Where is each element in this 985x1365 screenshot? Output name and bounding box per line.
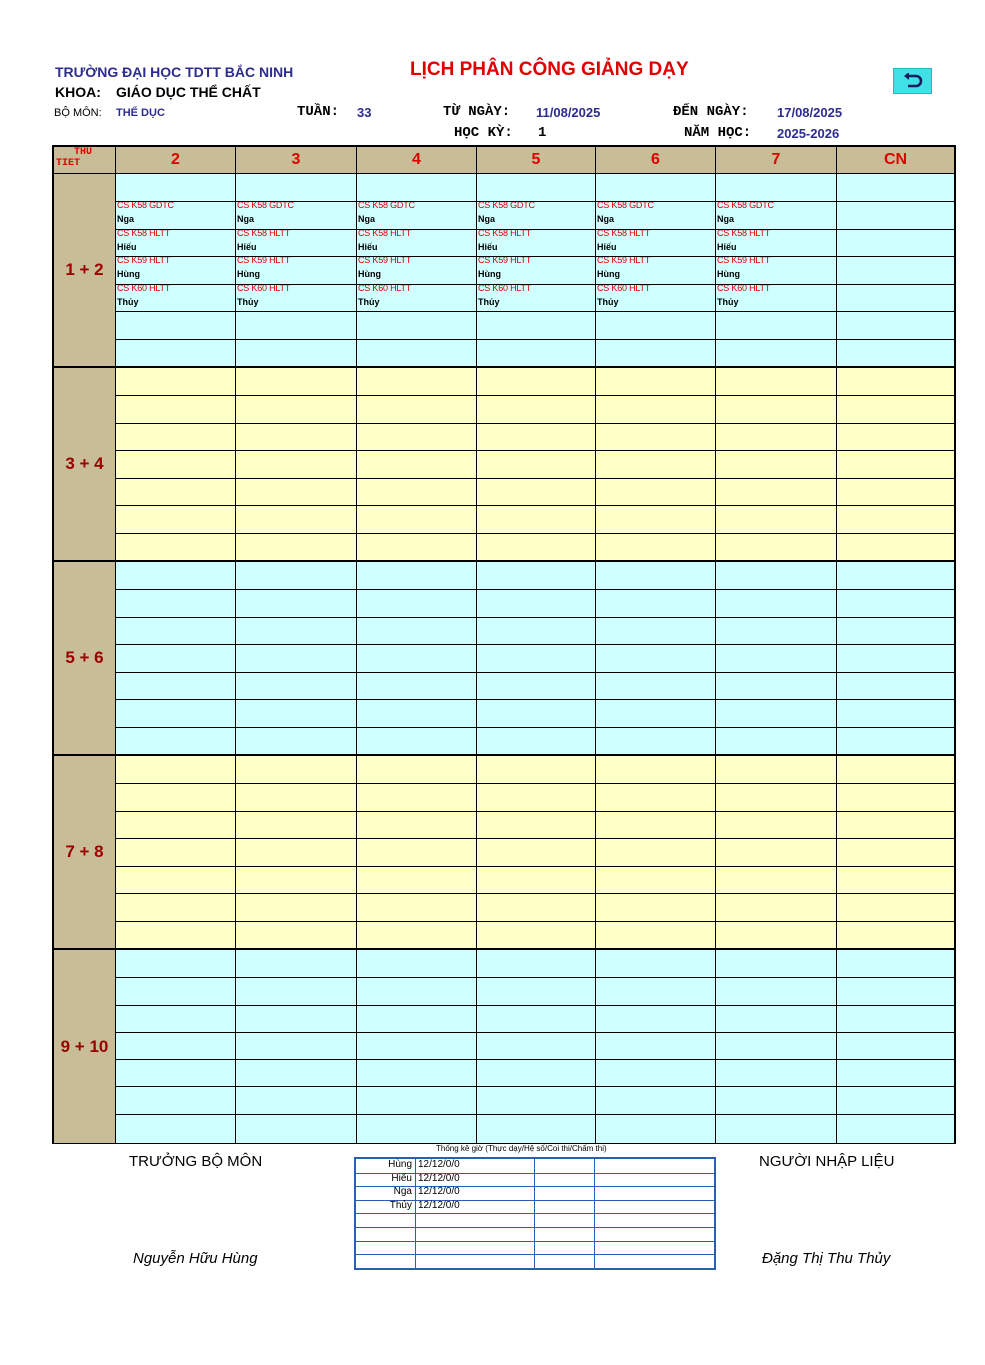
schedule-entry[interactable] — [596, 257, 715, 285]
class-code: CS K60 HLTT — [478, 285, 532, 293]
teacher-name: Thủy — [117, 297, 139, 307]
column-divider — [356, 368, 357, 560]
teacher-name: Hùng — [358, 269, 381, 279]
column-divider — [595, 368, 596, 560]
teacher-name: Hùng — [597, 269, 620, 279]
teacher-name: Nga — [358, 214, 376, 224]
row-divider — [116, 478, 954, 479]
row-divider — [116, 1032, 954, 1033]
class-code: CS K59 HLTT — [117, 257, 171, 265]
period-block — [116, 950, 954, 1143]
schedule-entry[interactable] — [357, 202, 476, 230]
corner-header — [54, 147, 116, 174]
class-code: CS K58 GDTC — [717, 202, 774, 210]
schedule-entry[interactable] — [716, 257, 836, 285]
row-divider — [116, 866, 954, 867]
khoa-label: KHOA: — [55, 84, 101, 100]
schedule-entry[interactable] — [116, 257, 235, 285]
stats-teacher-name: Nga — [393, 1186, 412, 1197]
column-divider — [235, 756, 236, 948]
teacher-name: Hùng — [478, 269, 501, 279]
column-divider — [356, 562, 357, 754]
row-divider — [116, 617, 954, 618]
schedule-entry[interactable] — [357, 230, 476, 258]
stats-row-divider — [356, 1227, 714, 1228]
row-divider — [116, 838, 954, 839]
stats-teacher-name: Thủy — [389, 1200, 412, 1211]
day-header-3: 3 — [236, 147, 357, 174]
teacher-name: Thủy — [717, 297, 739, 307]
schedule-entry[interactable] — [596, 230, 715, 258]
column-divider — [476, 562, 477, 754]
stats-row-divider — [356, 1254, 714, 1255]
class-code: CS K60 HLTT — [237, 285, 291, 293]
stats-row-divider — [356, 1241, 714, 1242]
class-code: CS K59 HLTT — [237, 257, 291, 265]
schedule-entry[interactable] — [477, 257, 595, 285]
teacher-name: Thủy — [358, 297, 380, 307]
class-code: CS K58 GDTC — [597, 202, 654, 210]
school-year-label: NĂM HỌC: — [684, 125, 752, 141]
row-divider — [116, 1114, 954, 1115]
page-title: LỊCH PHÂN CÔNG GIẢNG DẠY — [410, 59, 689, 80]
back-button[interactable] — [893, 68, 932, 94]
class-code: CS K59 HLTT — [478, 257, 532, 265]
row-divider — [116, 423, 954, 424]
row-divider — [116, 921, 954, 922]
column-divider — [715, 562, 716, 754]
schedule-entry[interactable] — [477, 230, 595, 258]
column-divider — [836, 756, 837, 948]
week-label: TUẦN: — [297, 104, 340, 120]
period-block — [116, 174, 954, 368]
to-date-value: 17/08/2025 — [777, 105, 843, 120]
schedule-entry[interactable] — [116, 230, 235, 258]
schedule-entry[interactable] — [236, 257, 356, 285]
khoa-value: GIÁO DỤC THỂ CHẤT — [116, 84, 261, 100]
column-divider — [235, 562, 236, 754]
row-divider — [116, 783, 954, 784]
column-divider — [356, 756, 357, 948]
row-divider — [116, 977, 954, 978]
bomon-value: THỂ DỤC — [116, 107, 165, 119]
class-code: CS K58 HLTT — [717, 230, 771, 238]
schedule-entry[interactable] — [596, 285, 715, 313]
row-divider — [116, 672, 954, 673]
row-divider — [116, 1059, 954, 1060]
week-value: 33 — [357, 105, 372, 120]
schedule-entry[interactable] — [357, 257, 476, 285]
teacher-name: Hùng — [717, 269, 740, 279]
teacher-name: Nga — [597, 214, 615, 224]
column-divider — [836, 174, 837, 366]
row-divider — [116, 533, 954, 534]
semester-label: HỌC KỲ: — [454, 125, 513, 141]
period-label: 3 + 4 — [54, 368, 116, 562]
schedule-entry[interactable] — [477, 202, 595, 230]
period-block — [116, 368, 954, 562]
stats-teacher-name: Hùng — [388, 1159, 412, 1170]
teacher-name: Hiếu — [597, 242, 617, 252]
head-of-department-title: TRƯỞNG BỘ MÔN — [129, 1153, 263, 1170]
school-year-value: 2025-2026 — [777, 126, 840, 141]
day-header-cn: CN — [837, 147, 954, 174]
row-divider — [116, 395, 954, 396]
stats-title: Thống kê giờ (Thực dạy/Hệ số/Coi thi/Chấm thi) — [436, 1144, 607, 1153]
row-divider — [116, 1005, 954, 1006]
schedule-entry[interactable] — [236, 230, 356, 258]
class-code: CS K60 HLTT — [597, 285, 651, 293]
class-code: CS K58 GDTC — [237, 202, 294, 210]
class-code: CS K58 GDTC — [358, 202, 415, 210]
to-date-label: ĐẾN NGÀY: — [673, 104, 749, 120]
row-divider — [116, 727, 954, 728]
schedule-entry[interactable] — [116, 285, 235, 313]
class-code: CS K58 GDTC — [117, 202, 174, 210]
schedule-entry[interactable] — [236, 202, 356, 230]
row-divider — [116, 644, 954, 645]
row-divider — [116, 1086, 954, 1087]
teacher-name: Hiếu — [358, 242, 378, 252]
column-divider — [595, 562, 596, 754]
return-arrow-icon — [902, 73, 924, 89]
column-divider — [715, 368, 716, 560]
schedule-entry[interactable] — [477, 285, 595, 313]
class-code: CS K58 HLTT — [237, 230, 291, 238]
stats-value: 12/12/0/0 — [418, 1159, 460, 1170]
period-block — [116, 756, 954, 950]
row-divider — [116, 505, 954, 506]
schedule-entry[interactable] — [596, 202, 715, 230]
teacher-name: Thủy — [478, 297, 500, 307]
period-label: 7 + 8 — [54, 756, 116, 950]
schedule-entry[interactable] — [716, 202, 836, 230]
teacher-name: Nga — [478, 214, 496, 224]
column-divider — [235, 368, 236, 560]
bomon-label: BỘ MÔN: — [54, 107, 102, 119]
class-code: CS K59 HLTT — [717, 257, 771, 265]
teacher-name: Thủy — [237, 297, 259, 307]
stats-value: 12/12/0/0 — [418, 1186, 460, 1197]
day-header-2: 2 — [116, 147, 236, 174]
row-divider — [116, 811, 954, 812]
teacher-name: Hiếu — [478, 242, 498, 252]
stats-value: 12/12/0/0 — [418, 1200, 460, 1211]
period-label: 1 + 2 — [54, 174, 116, 368]
semester-value: 1 — [538, 125, 547, 141]
schedule-entry[interactable] — [716, 230, 836, 258]
teacher-name: Nga — [717, 214, 735, 224]
column-divider — [836, 368, 837, 560]
corner-day-label: THU — [74, 147, 93, 158]
teacher-name: Hiếu — [117, 242, 137, 252]
teacher-name: Nga — [237, 214, 255, 224]
class-code: CS K58 HLTT — [117, 230, 171, 238]
column-divider — [595, 756, 596, 948]
stats-row-divider — [356, 1213, 714, 1214]
class-code: CS K59 HLTT — [597, 257, 651, 265]
class-code: CS K60 HLTT — [717, 285, 771, 293]
period-block — [116, 562, 954, 756]
teacher-name: Hiếu — [237, 242, 257, 252]
from-date-value: 11/08/2025 — [536, 105, 601, 120]
day-header-5: 5 — [477, 147, 596, 174]
day-header-7: 7 — [716, 147, 837, 174]
data-entry-name: Đặng Thị Thu Thủy — [762, 1250, 891, 1267]
stats-value: 12/12/0/0 — [418, 1173, 460, 1184]
stats-teacher-name: Hiếu — [391, 1173, 412, 1184]
class-code: CS K58 GDTC — [478, 202, 535, 210]
day-header-6: 6 — [596, 147, 716, 174]
period-label: 5 + 6 — [54, 562, 116, 756]
class-code: CS K58 HLTT — [478, 230, 532, 238]
school-name: TRƯỜNG ĐẠI HỌC TDTT BẮC NINH — [55, 64, 294, 80]
class-code: CS K58 HLTT — [358, 230, 412, 238]
class-code: CS K60 HLTT — [117, 285, 171, 293]
column-divider — [476, 368, 477, 560]
teacher-name: Hùng — [117, 269, 140, 279]
from-date-label: TỪ NGÀY: — [443, 104, 511, 120]
row-divider — [116, 893, 954, 894]
schedule-entry[interactable] — [116, 202, 235, 230]
teacher-name: Thủy — [597, 297, 619, 307]
head-of-department-name: Nguyễn Hữu Hùng — [133, 1250, 258, 1267]
class-code: CS K59 HLTT — [358, 257, 412, 265]
schedule-entry[interactable] — [357, 285, 476, 313]
corner-period-label: TIET — [56, 158, 81, 169]
teacher-name: Hùng — [237, 269, 260, 279]
teacher-name: Nga — [117, 214, 135, 224]
day-header-4: 4 — [357, 147, 477, 174]
row-divider — [116, 589, 954, 590]
row-divider — [116, 450, 954, 451]
schedule-entry[interactable] — [236, 285, 356, 313]
schedule-grid — [52, 145, 956, 1144]
schedule-entry[interactable] — [716, 285, 836, 313]
class-code: CS K60 HLTT — [358, 285, 412, 293]
row-divider — [116, 339, 954, 340]
row-divider — [116, 699, 954, 700]
column-divider — [836, 562, 837, 754]
column-divider — [715, 756, 716, 948]
stats-table — [354, 1157, 716, 1270]
teacher-name: Hiếu — [717, 242, 737, 252]
column-divider — [476, 756, 477, 948]
data-entry-title: NGƯỜI NHẬP LIỆU — [759, 1153, 895, 1170]
class-code: CS K58 HLTT — [597, 230, 651, 238]
period-label: 9 + 10 — [54, 950, 116, 1143]
